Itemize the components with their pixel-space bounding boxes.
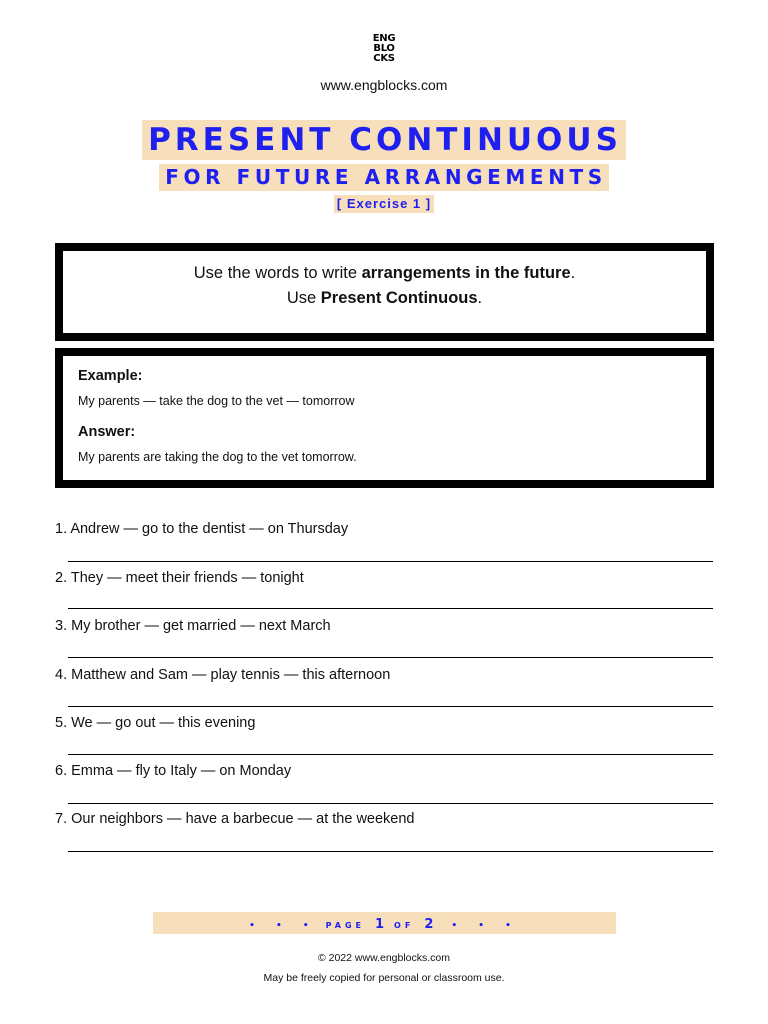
answer-line[interactable] (68, 803, 713, 804)
logo-line-2: BLO (373, 43, 395, 54)
site-url: www.engblocks.com (320, 77, 448, 93)
engblocks-logo (369, 34, 399, 64)
page-dots-right: • • • (451, 921, 520, 931)
page-title: PRESENT CONTINUOUS (142, 120, 626, 160)
answer-line[interactable] (68, 608, 713, 609)
logo-line-1: ENG (372, 33, 396, 44)
answer-line[interactable] (68, 561, 713, 562)
exercise-item: 3. My brother — get married — next March (55, 618, 331, 634)
current-page-number: 1 (375, 917, 385, 932)
instructions-text: Use the words to write (193, 264, 362, 282)
instructions-bold-text: arrangements in the future (361, 264, 571, 282)
exercise-item: 5. We — go out — this evening (55, 715, 256, 731)
exercise-row (0, 195, 768, 213)
example-text: My parents — take the dog to the vet — tomorrow (78, 394, 355, 408)
footer-copyright: © 2022 www.engblocks.com (317, 952, 451, 964)
logo-line-3: CKS (373, 53, 395, 64)
page-indicator (153, 912, 616, 934)
page-subtitle: FOR FUTURE ARRANGEMENTS (159, 164, 609, 191)
example-label: Example: (78, 368, 143, 384)
exercise-item: 6. Emma — fly to Italy — on Monday (55, 763, 292, 779)
exercise-item: 1. Andrew — go to the dentist — on Thursday (55, 521, 349, 537)
instructions-line-2 (63, 286, 706, 311)
subtitle-row (0, 164, 768, 191)
answer-label: Answer: (78, 424, 136, 440)
answer-text: My parents are taking the dog to the vet tomorrow. (78, 450, 357, 464)
exercise-item: 2. They — meet their friends — tonight (55, 570, 304, 586)
instructions-line-1 (63, 261, 706, 286)
answer-line[interactable] (68, 851, 713, 852)
footer-license: May be freely copied for personal or classroom use. (263, 972, 505, 984)
instructions-text: Use (286, 289, 321, 307)
total-page-number: 2 (424, 917, 434, 932)
answer-line[interactable] (68, 657, 713, 658)
exercise-item: 7. Our neighbors — have a barbecue — at the weekend (55, 811, 415, 827)
of-word: OF (394, 921, 415, 930)
exercise-label: [ Exercise 1 ] (334, 195, 434, 213)
title-row (0, 120, 768, 160)
exercise-item: 4. Matthew and Sam — play tennis — this afternoon (55, 667, 391, 683)
answer-line[interactable] (68, 754, 713, 755)
example-box (55, 348, 714, 488)
answer-line[interactable] (68, 706, 713, 707)
instructions-punct: . (477, 289, 483, 307)
instructions-punct: . (570, 264, 576, 282)
page-word: PAGE (325, 921, 365, 930)
instructions-box (55, 243, 714, 341)
instructions-bold-text: Present Continuous (320, 289, 478, 307)
page-dots-left: • • • (249, 921, 318, 931)
